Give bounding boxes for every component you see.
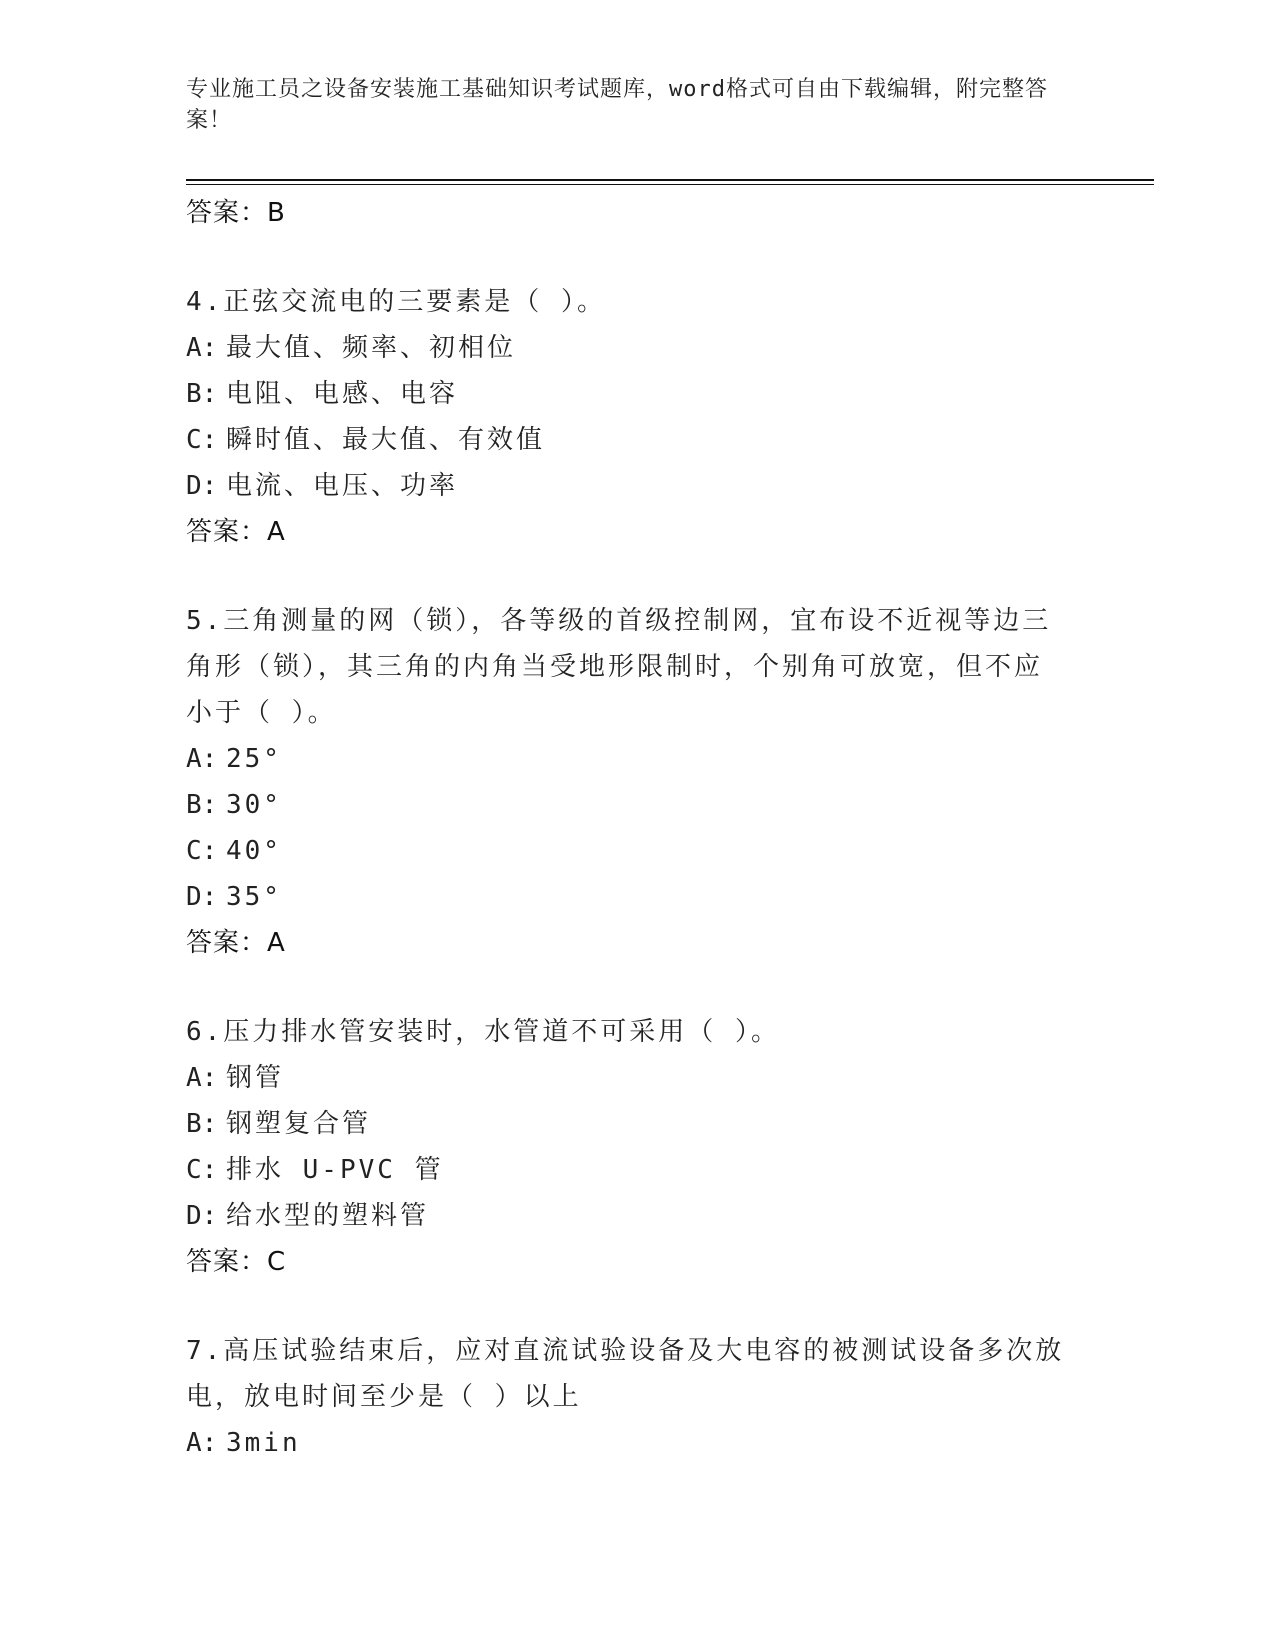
option-text: 给水型的塑料管 [226,1201,430,1231]
option-text: 瞬时值、最大值、有效值 [226,425,546,455]
option-label: B: [186,1109,218,1139]
question-stem: 6.压力排水管安装时，水管道不可采用（ ）。 [186,1017,780,1047]
option-label: A: [186,1428,218,1458]
option-d [186,1193,1066,1239]
question-stem: 5.三角测量的网（锁），各等级的首级控制网，宜布设不近视等边三角形（锁），其三角的内角当受地形限制时，个别角可放宽，但不应小于（ ）。 [186,606,1052,728]
option-label: B: [186,379,218,409]
option-label: A: [186,744,218,774]
question-stem: 7.高压试验结束后，应对直流试验设备及大电容的被测试设备多次放电，放电时间至少是（ ）以上 [186,1336,1065,1412]
option-text: 40° [226,836,282,866]
option-text: 电阻、电感、电容 [226,379,459,409]
option-label: D: [186,1201,218,1231]
option-label: D: [186,882,218,912]
question-5 [186,598,1066,966]
option-label: C: [186,836,218,866]
option-c [186,828,1066,874]
option-label: A: [186,333,218,363]
option-text: 钢塑复合管 [226,1109,372,1139]
question-7 [186,1328,1066,1466]
option-text: 30° [226,790,282,820]
option-a [186,325,1066,371]
option-text: 最大值、频率、初相位 [226,333,517,363]
option-text: 25° [226,744,282,774]
option-b [186,1101,1066,1147]
option-c [186,417,1066,463]
option-d [186,874,1066,920]
document-header: 专业施工员之设备安装施工基础知识考试题库，word格式可自由下载编辑，附完整答案！ [186,77,1048,133]
header-rule-thick [186,179,1154,181]
question-6 [186,1009,1066,1285]
option-text: 35° [226,882,282,912]
question-stem: 4.正弦交流电的三要素是（ ）。 [186,287,606,317]
option-a [186,1055,1066,1101]
option-b [186,371,1066,417]
option-a [186,1420,1066,1466]
option-c [186,1147,1066,1193]
answer-line: 答案：C [186,1247,287,1277]
option-b [186,782,1066,828]
answer-line: 答案：B [186,198,286,228]
option-a [186,736,1066,782]
option-label: A: [186,1063,218,1093]
option-text: 3min [226,1428,301,1458]
option-label: D: [186,471,218,501]
answer-line: 答案：A [186,517,286,547]
option-label: C: [186,425,218,455]
option-text: 排水 U-PVC 管 [226,1155,444,1185]
answer-line: 答案：A [186,928,286,958]
option-text: 钢管 [226,1063,285,1093]
option-label: C: [186,1155,218,1185]
option-label: B: [186,790,218,820]
question-list [186,190,1066,1466]
header-rule-thin [186,184,1154,185]
option-text: 电流、电压、功率 [226,471,459,501]
option-d [186,463,1066,509]
question-4 [186,279,1066,555]
